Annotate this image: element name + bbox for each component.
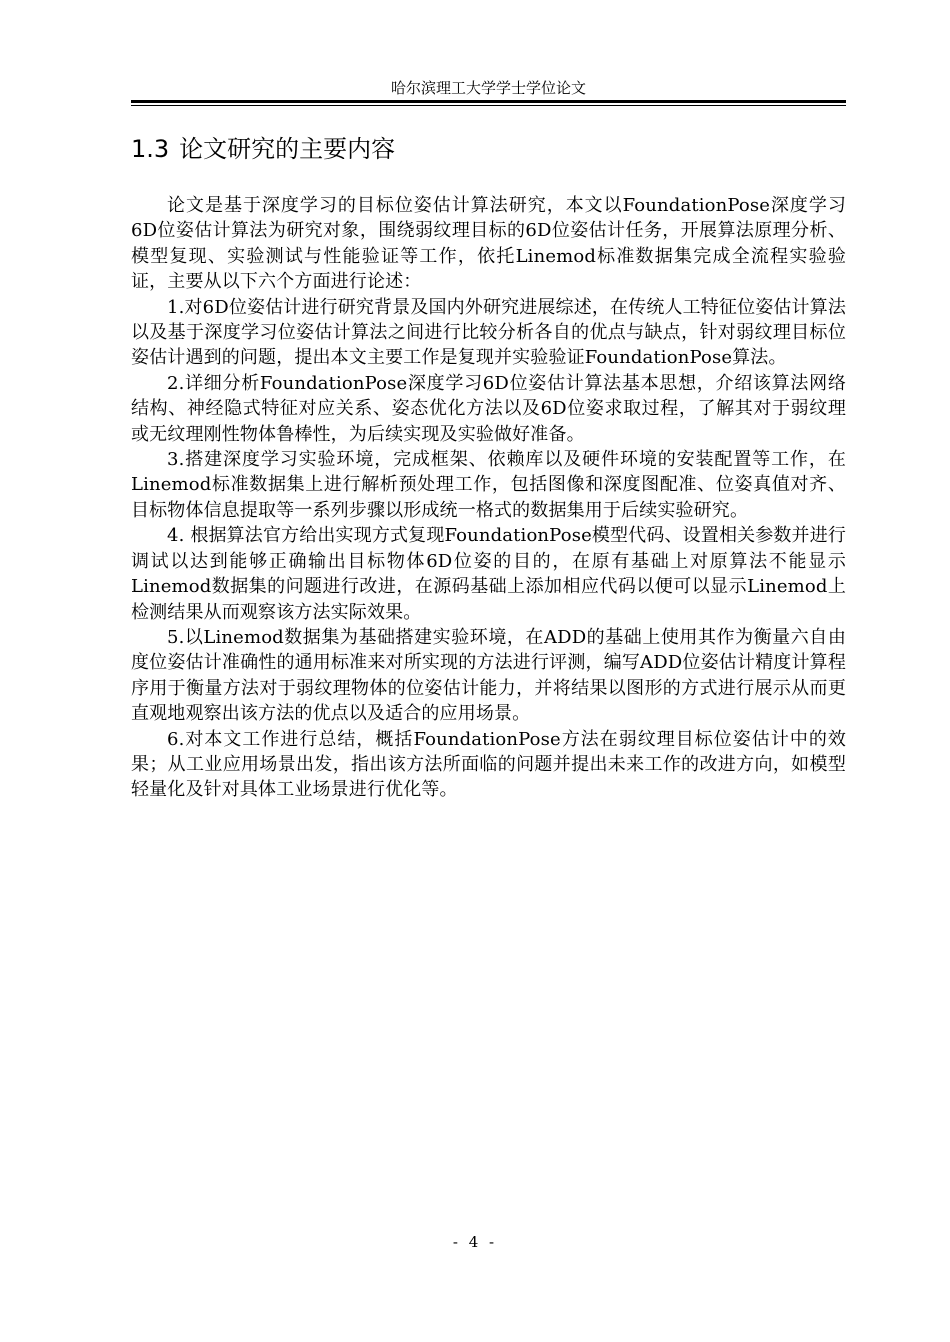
section-heading: [131, 133, 846, 165]
item-paragraph-1: 1.对6D位姿估计进行研究背景及国内外研究进展综述，在传统人工特征位姿估计算法以及基于深度学习位姿估计算法之间进行比较分析各自的优点与缺点，针对弱纹理目标位姿估计遇到的问题，提出本文主要工作是复现并实验验证FoundationPose算法。: [131, 296, 846, 369]
section-body: [131, 193, 846, 803]
header-rule-thick: [131, 100, 846, 103]
item-paragraph-3: 3.搭建深度学习实验环境，完成框架、依赖库以及硬件环境的安装配置等工作，在Linemod标准数据集上进行解析预处理工作，包括图像和深度图配准、位姿真值对齐、目标物体信息提取等一系列步骤以形成统一格式的数据集用于后续实验研究。: [131, 449, 846, 521]
running-header: 哈尔滨理工大学学士学位论文: [390, 79, 586, 97]
item-paragraph-4: 4. 根据算法官方给出实现方式复现FoundationPose模型代码、设置相关参数并进行调试以达到能够正确输出目标物体6D位姿的目的，在原有基础上对原算法不能显示Linemod数据集的问题进行改进，在源码基础上添加相应代码以便可以显示Linemod上检测结果从而观察该方法实际效果。: [131, 525, 846, 623]
section-title: 论文研究的主要内容: [179, 135, 396, 163]
item-paragraph-6: 6.对本文工作进行总结，概括FoundationPose方法在弱纹理目标位姿估计中的效果；从工业应用场景出发，指出该方法所面临的问题并提出未来工作的改进方向，如模型轻量化及针对具体工业场景进行优化等。: [131, 728, 846, 801]
item-paragraph-5: 5.以Linemod数据集为基础搭建实验环境，在ADD的基础上使用其作为衡量六自由度位姿估计准确性的通用标准来对所实现的方法进行评测，编写ADD位姿估计精度计算程序用于衡量方法对于弱纹理物体的位姿估计能力，并将结果以图形的方式进行展示从而更直观地观察出该方法的优点以及适合的应用场景。: [131, 626, 846, 725]
page-number: - 4 -: [452, 1233, 498, 1251]
item-paragraph-2: 2.详细分析FoundationPose深度学习6D位姿估计算法基本思想，介绍该算法网络结构、神经隐式特征对应关系、姿态优化方法以及6D位姿求取过程，了解其对于弱纹理或无纹理刚性物体鲁棒性，为后续实现及实验做好准备。: [131, 372, 846, 445]
section-number: 1.3: [131, 135, 170, 163]
intro-paragraph: 论文是基于深度学习的目标位姿估计算法研究，本文以FoundationPose深度学习6D位姿估计算法为研究对象，围绕弱纹理目标的6D位姿估计任务，开展算法原理分析、模型复现、实验测试与性能验证等工作，依托Linemod标准数据集完成全流程实验验证，主要从以下六个方面进行论述：: [131, 195, 846, 293]
header-rule-thin: [131, 105, 846, 106]
